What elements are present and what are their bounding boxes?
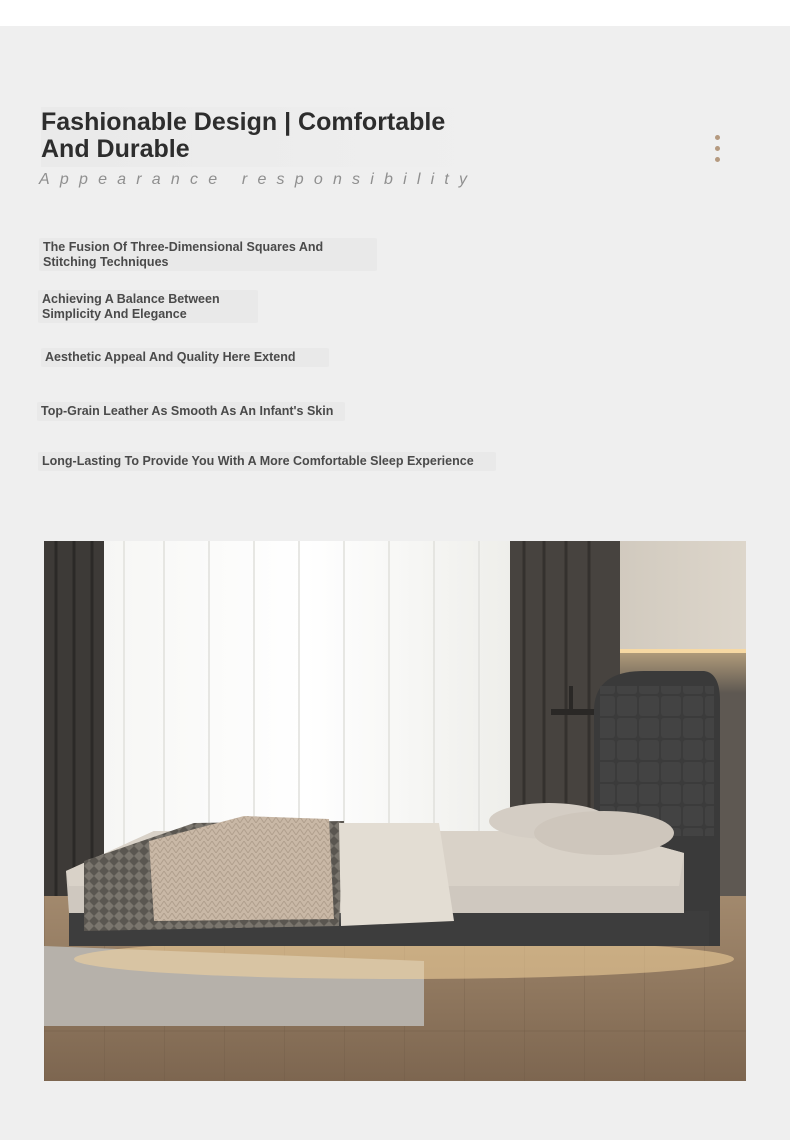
dot [715,157,720,162]
feature-item: Achieving A Balance Between Simplicity And Elegance [38,290,258,323]
page-title [41,107,477,167]
feature-item: The Fusion Of Three-Dimensional Squares And Stitching Techniques [39,238,377,271]
content-panel [0,26,790,1140]
page-title-line-1: Fashionable Design | Comfortable [41,108,446,136]
page-title-line-2: And Durable [41,135,190,163]
bedroom-illustration [44,541,746,1081]
vertical-dots-icon[interactable] [714,135,722,165]
dot [715,135,720,140]
feature-item: Aesthetic Appeal And Quality Here Extend [41,348,329,367]
feature-item: Long-Lasting To Provide You With A More Comfortable Sleep Experience [38,452,496,471]
bed-product-photo [44,541,746,1081]
page-subtitle: Appearance responsibility [39,171,478,188]
dot [715,146,720,151]
feature-item: Top-Grain Leather As Smooth As An Infant's Skin [37,402,345,421]
